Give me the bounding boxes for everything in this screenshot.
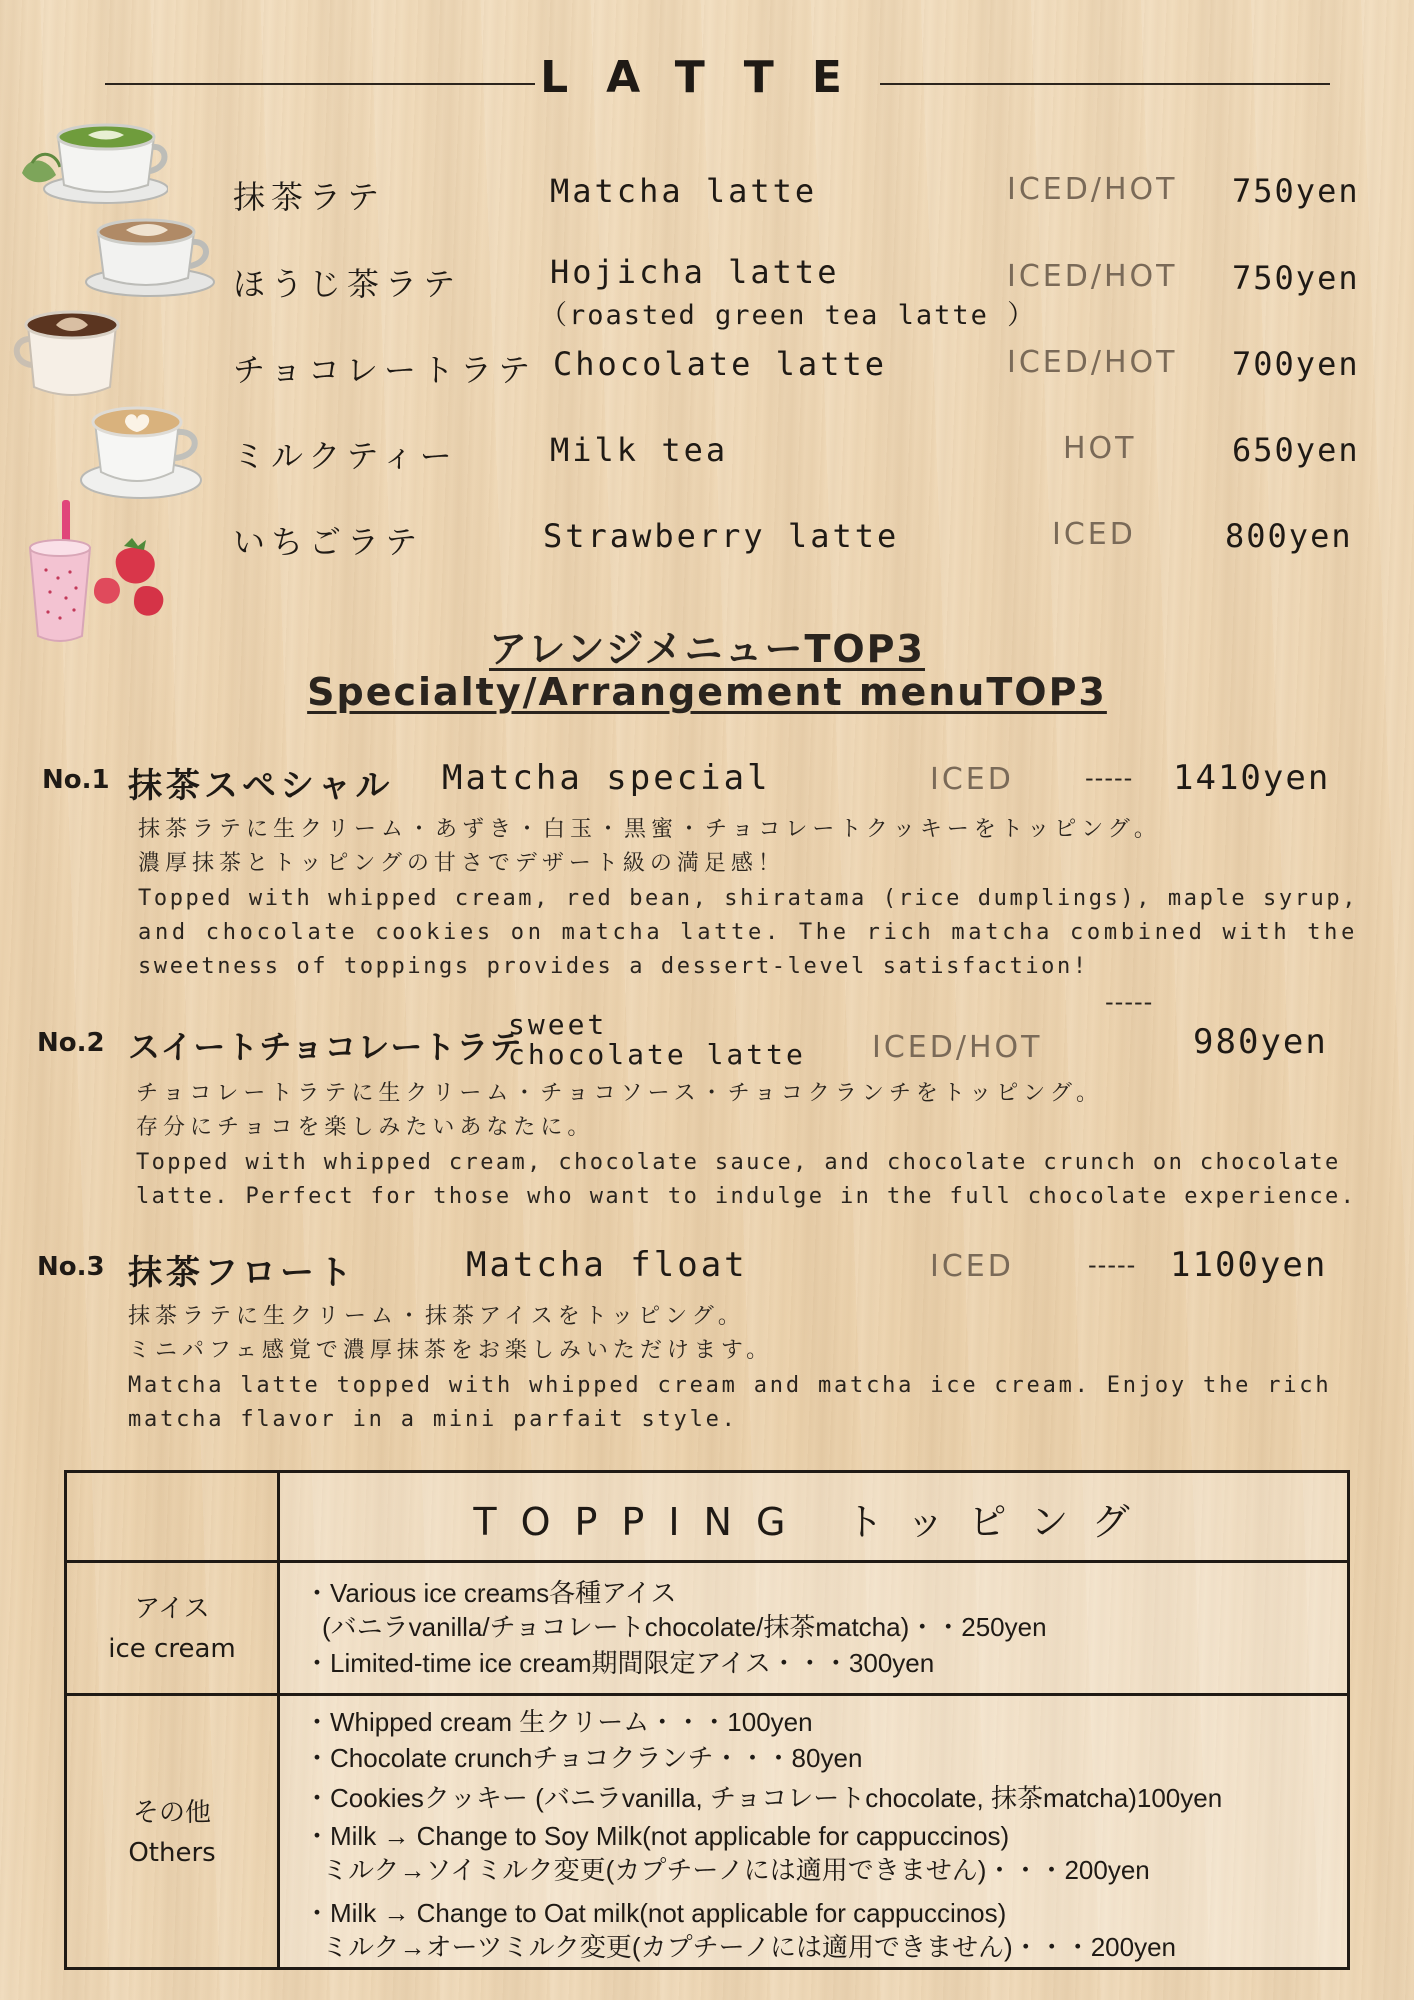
list-item <box>0 253 1414 331</box>
price-dash: ----- <box>1088 1251 1137 1279</box>
latte-name-ja: チョコレートラテ <box>233 351 537 389</box>
latte-price: 800yen <box>1225 517 1353 555</box>
price-dash: ----- <box>1105 988 1154 1016</box>
price-dash: ----- <box>1085 764 1134 792</box>
latte-name-en: Matcha latte <box>550 172 818 210</box>
latte-name-en: Chocolate latte <box>553 345 887 383</box>
latte-price: 700yen <box>1232 345 1360 383</box>
topping-item: ・Various ice creams各種アイス (バニラvanilla/チョコレートchocolate/抹茶matcha)・・250yen <box>304 1578 1047 1642</box>
topping-table <box>64 1470 1350 1970</box>
specialty-desc-ja: 抹茶ラテに生クリーム・抹茶アイスをトッピング。 ミニパフェ感覚で濃厚抹茶をお楽しみいただけます。 <box>128 1304 774 1363</box>
title-rule-right <box>880 83 1330 85</box>
specialty-desc-ja: 抹茶ラテに生クリーム・あずき・白玉・黒蜜・チョコレートクッキーをトッピング。 濃厚抹茶とトッピングの甘さでデザート級の満足感！ <box>138 817 1161 876</box>
table-divider <box>277 1473 280 1967</box>
latte-name-ja: 抹茶ラテ <box>233 178 386 216</box>
specialty-name-en: sweet <box>508 1008 608 1041</box>
specialty-temp: ICED <box>930 762 1014 797</box>
topping-item: ・Chocolate crunchチョコクランチ・・・80yen <box>304 1743 863 1773</box>
list-item <box>0 517 1414 577</box>
latte-price: 750yen <box>1232 259 1360 297</box>
topping-item: ・Milk → Change to Soy Milk(not applicable for cappuccinos) ミルク→ソイミルク変更(カプチーノには適用できません)・・・200yen <box>304 1821 1150 1885</box>
latte-name-ja: いちごラテ <box>233 523 424 561</box>
rank-label: No.3 <box>37 1252 105 1282</box>
latte-name-ja: ミルクティー <box>233 437 458 475</box>
rank-label: No.1 <box>42 765 110 795</box>
latte-price: 650yen <box>1232 431 1360 469</box>
list-item <box>0 172 1414 232</box>
specialty-price: 1100yen <box>1170 1245 1328 1285</box>
category-ice-cream: アイス ice cream <box>108 1594 236 1664</box>
latte-name-ja: ほうじ茶ラテ <box>233 265 462 303</box>
category-others: その他 Others <box>128 1798 216 1868</box>
specialty-price: 980yen <box>1193 1022 1328 1062</box>
topping-item: ・Cookiesクッキー (バニラvanilla, チョコレートchocolate, 抹茶matcha)100yen <box>304 1783 1223 1813</box>
specialty-name-en: chocolate latte <box>508 1038 806 1071</box>
specialty-name-ja: 抹茶フロート <box>128 1253 356 1293</box>
specialty-heading-ja: アレンジメニューTOP3 <box>489 627 925 671</box>
topping-item: ・Whipped cream 生クリーム・・・100yen <box>304 1707 813 1737</box>
list-item <box>0 345 1414 405</box>
topping-title: TOPPING トッピング <box>473 1500 1154 1544</box>
specialty-name-en: Matcha float <box>466 1245 748 1285</box>
topping-item: ・Milk → Change to Oat milk(not applicable for cappuccinos) ミルク→オーツミルク変更(カプチーノには適用できません)・・・200yen <box>304 1898 1177 1962</box>
rank-label: No.2 <box>37 1028 105 1058</box>
specialty-heading-en: Specialty/Arrangement menuTOP3 <box>307 670 1107 714</box>
specialty-desc-en: Matcha latte topped with whipped cream and matcha ice cream. Enjoy the rich matcha flavor in a mini parfait style. <box>128 1373 1332 1432</box>
latte-temp: HOT <box>1063 431 1137 466</box>
latte-temp: ICED/HOT <box>1007 259 1178 294</box>
page-title: LATTE <box>540 52 880 103</box>
specialty-desc-en: Topped with whipped cream, red bean, shiratama (rice dumplings), maple syrup, and chocolate cookies on matcha latte. The rich matcha combined with the sweetness of toppings provides a dessert-level satisfaction! <box>138 886 1359 979</box>
latte-temp: ICED/HOT <box>1007 345 1178 380</box>
latte-temp: ICED <box>1052 517 1136 552</box>
specialty-name-ja: スイートチョコレートラテ <box>128 1028 523 1066</box>
specialty-name-en: Matcha special <box>442 758 771 798</box>
table-divider <box>67 1560 1347 1563</box>
specialty-temp: ICED <box>930 1249 1014 1284</box>
topping-item: ・Limited-time ice cream期間限定アイス・・・300yen <box>304 1648 935 1678</box>
specialty-name-ja: 抹茶スペシャル <box>128 766 394 806</box>
specialty-temp: ICED/HOT <box>872 1030 1043 1065</box>
latte-price: 750yen <box>1232 172 1360 210</box>
latte-name-en-sub: （roasted green tea latte ） <box>540 300 1037 331</box>
specialty-desc-en: Topped with whipped cream, chocolate sauce, and chocolate crunch on chocolate latte. Perfect for those who want to indulge in the full chocolate experience. <box>136 1150 1357 1209</box>
latte-temp: ICED/HOT <box>1007 172 1178 207</box>
specialty-price: 1410yen <box>1173 758 1331 798</box>
list-item <box>0 431 1414 491</box>
specialty-desc-ja: チョコレートラテに生クリーム・チョコソース・チョコクランチをトッピング。 存分にチョコを楽しみたいあなたに。 <box>136 1081 1103 1140</box>
latte-name-en: Strawberry latte <box>543 517 900 555</box>
latte-name-en: Milk tea <box>550 431 729 469</box>
table-divider <box>67 1693 1347 1696</box>
latte-name-en: Hojicha latte <box>550 253 840 291</box>
title-rule-left <box>105 83 535 85</box>
